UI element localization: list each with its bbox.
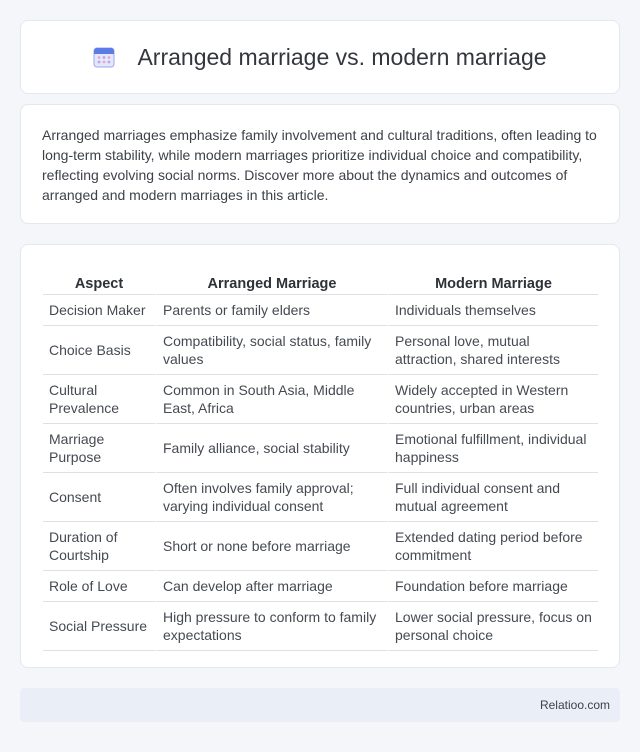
modern-cell: Individuals themselves (387, 295, 598, 326)
aspect-cell: Role of Love (43, 571, 155, 602)
arranged-cell: Short or none before marriage (155, 522, 387, 571)
arranged-cell: Can develop after marriage (155, 571, 387, 602)
modern-cell: Extended dating period before commitment (387, 522, 598, 571)
calendar-icon (93, 46, 115, 68)
header-arranged: Arranged Marriage (155, 265, 387, 295)
table-row (43, 602, 598, 651)
table-row (43, 522, 598, 571)
title-card (20, 20, 620, 94)
modern-cell: Personal love, mutual attraction, shared interests (387, 326, 598, 375)
table-row (43, 571, 598, 602)
table-row (43, 326, 598, 375)
footer-bar (20, 688, 620, 722)
table-row (43, 424, 598, 473)
aspect-cell: Decision Maker (43, 295, 155, 326)
aspect-cell: Social Pressure (43, 602, 155, 651)
comparison-card (20, 244, 620, 668)
aspect-cell: Cultural Prevalence (43, 375, 155, 424)
arranged-cell: Family alliance, social stability (155, 424, 387, 473)
arranged-cell: High pressure to conform to family expectations (155, 602, 387, 651)
table-row (43, 473, 598, 522)
intro-card (20, 104, 620, 224)
modern-cell: Full individual consent and mutual agreement (387, 473, 598, 522)
intro-paragraph: Arranged marriages emphasize family involvement and cultural traditions, often leading to long-term stability, while modern marriages prioritize individual choice and compatibility, reflecting evolving social norms. Discover more about the dynamics and outcomes of arranged and modern marriages in this article. (42, 127, 597, 203)
aspect-cell: Consent (43, 473, 155, 522)
modern-cell: Widely accepted in Western countries, urban areas (387, 375, 598, 424)
arranged-cell: Compatibility, social status, family values (155, 326, 387, 375)
aspect-cell: Duration of Courtship (43, 522, 155, 571)
table-row (43, 295, 598, 326)
header-aspect: Aspect (43, 265, 155, 295)
modern-cell: Emotional fulfillment, individual happiness (387, 424, 598, 473)
modern-cell: Lower social pressure, focus on personal choice (387, 602, 598, 651)
arranged-cell: Common in South Asia, Middle East, Africa (155, 375, 387, 424)
aspect-cell: Choice Basis (43, 326, 155, 375)
arranged-cell: Parents or family elders (155, 295, 387, 326)
modern-cell: Foundation before marriage (387, 571, 598, 602)
table-row (43, 375, 598, 424)
title-row (93, 44, 546, 71)
comparison-table (43, 265, 598, 651)
aspect-cell: Marriage Purpose (43, 424, 155, 473)
table-header-row (43, 265, 598, 295)
page-title: Arranged marriage vs. modern marriage (137, 43, 547, 70)
header-modern: Modern Marriage (387, 265, 598, 295)
arranged-cell: Often involves family approval; varying individual consent (155, 473, 387, 522)
footer-brand: Relatioo.com (539, 698, 610, 712)
